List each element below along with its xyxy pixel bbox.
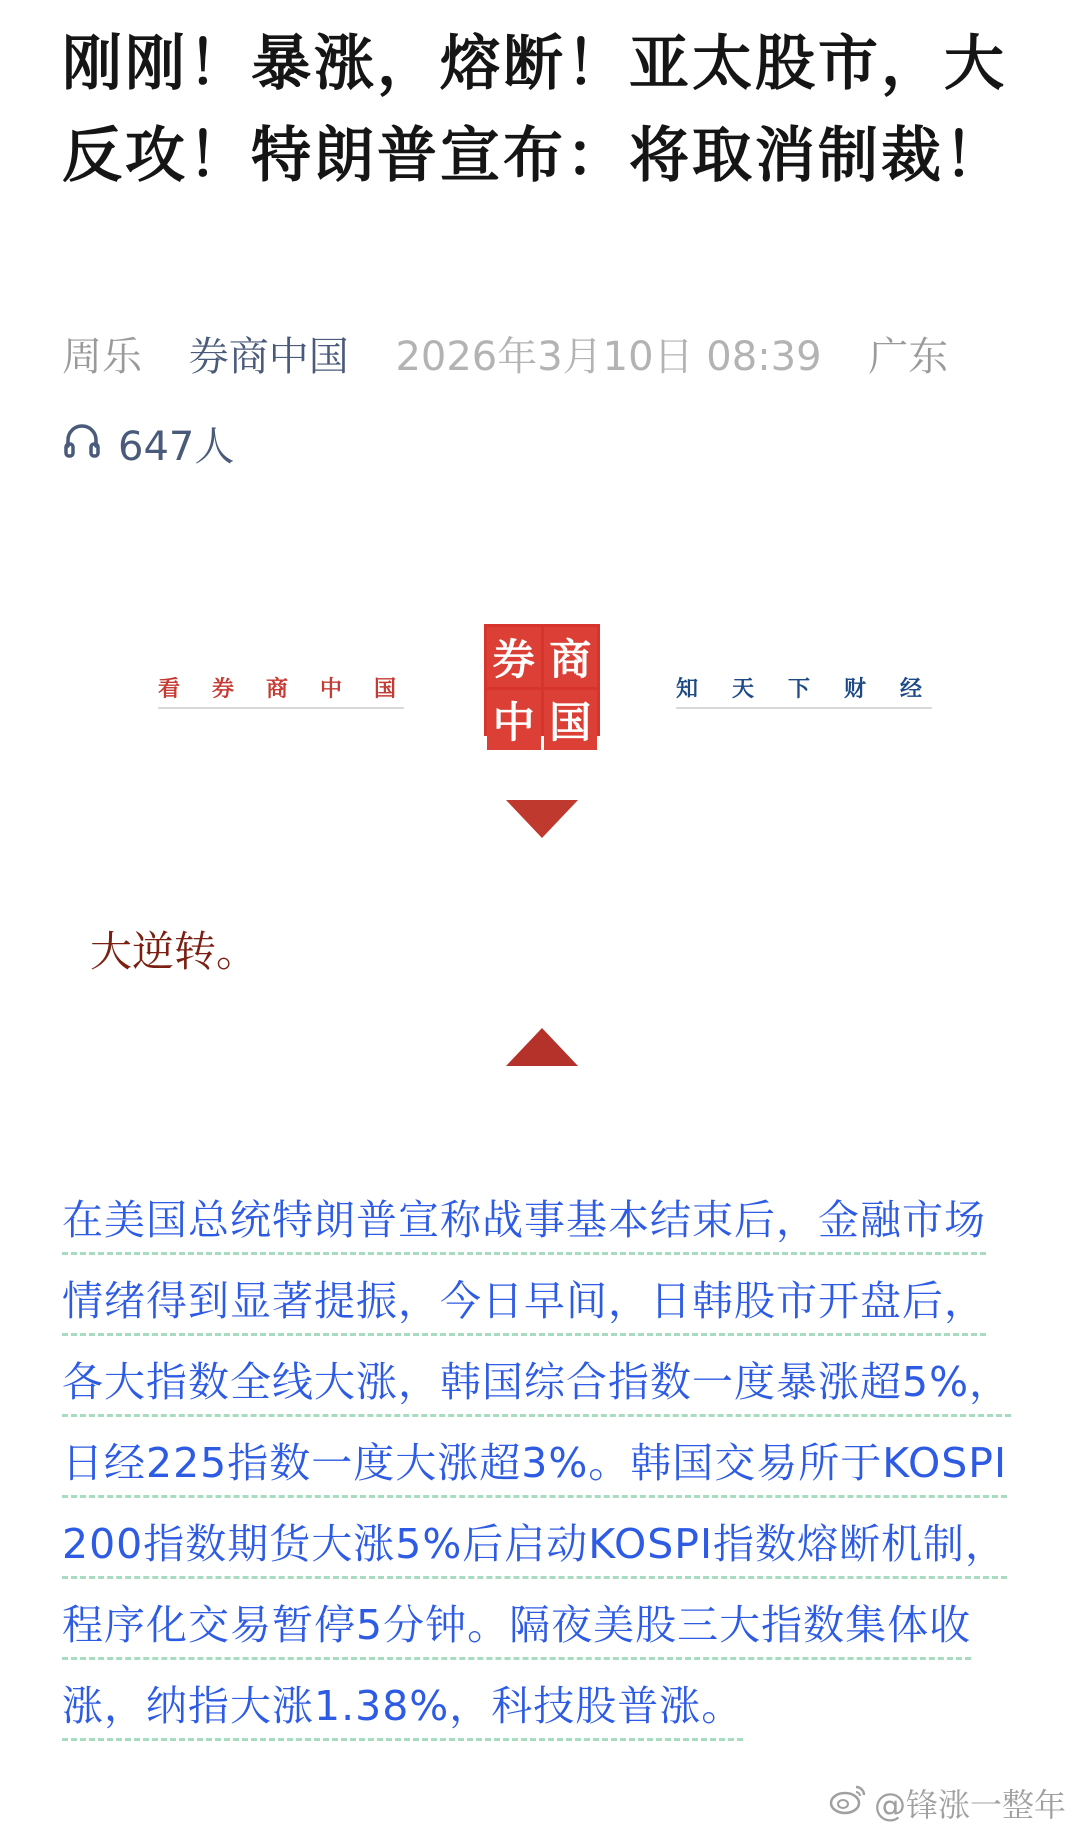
triangle-down-icon [506, 800, 578, 838]
publish-region: 广东 [868, 334, 949, 380]
article-meta [62, 330, 948, 384]
weibo-icon [828, 1783, 868, 1823]
triangle-up-icon [506, 1028, 578, 1066]
article-title: 刚刚！暴涨，熔断！亚太股市，大反攻！特朗普宣布：将取消制裁！ [62, 29, 1007, 191]
banner-left-slogan: 看券商中国 [158, 672, 404, 709]
logo-char: 中 [487, 690, 541, 750]
listen-count[interactable] [62, 420, 234, 474]
listen-count-value: 647人 [118, 424, 235, 470]
section-subtitle: 大逆转。 [90, 927, 259, 976]
article-body-text: 在美国总统特朗普宣称战事基本结束后，金融市场情绪得到显著提振，今日早间，日韩股市开盘后，各大指数全线大涨，韩国综合指数一度暴涨超5%，日经225指数一度大涨超3%。韩国交易所于KOSPI 200指数期货大涨5%后启动KOSPI指数熔断机制，程序化交易暂停5分钟。隔夜美股三大指数集体收涨，纳指大涨1.38%，科技股普涨。 [62, 1196, 1011, 1741]
article-body[interactable] [62, 1180, 1024, 1747]
logo-char: 券 [487, 627, 541, 687]
headphones-icon [62, 420, 118, 474]
logo-char: 商 [544, 627, 598, 687]
watermark [828, 1780, 1066, 1826]
publish-time: 2026年3月10日 08:39 [395, 334, 822, 380]
logo-char: 国 [544, 690, 598, 750]
author-name[interactable]: 周乐 [62, 334, 142, 380]
brand-logo [484, 624, 600, 747]
source-account-link[interactable]: 券商中国 [188, 334, 349, 380]
banner-right-slogan: 知天下财经 [676, 672, 932, 709]
watermark-text: @锋涨一整年 [873, 1786, 1066, 1824]
